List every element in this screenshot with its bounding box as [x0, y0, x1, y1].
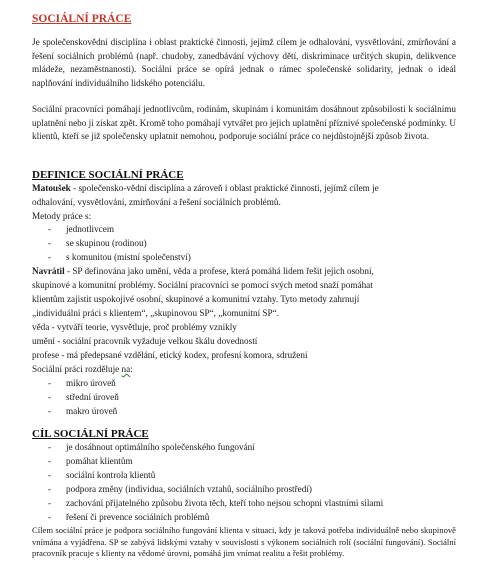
navratil-line: umění - sociální pracovník vyžaduje velkou škálu dovedností: [32, 336, 258, 346]
matousek-definition: [32, 182, 462, 195]
list-item: - se skupinou (rodinou): [48, 238, 147, 248]
navratil-line: klientům zajistit uspokojivé osobní, skupinové a komunitní vztahy. Tyto metody zahrnují: [32, 294, 360, 304]
matousek-text: - společensko-vědní disciplína a zároveň i oblast praktické činnosti, jejímž cílem je: [70, 183, 379, 193]
list-item: - řešení či prevence sociálních problémů: [48, 512, 210, 522]
navratil-line: profese - má předepsané vzdělání, etický kodex, profesní komora, sdružení: [32, 350, 308, 360]
list-item: - makro úroveň: [48, 406, 118, 416]
rozdeleni-label: Sociální práci rozděluje na:: [32, 364, 133, 374]
list-item: - jednotlivcem: [48, 224, 114, 234]
metody-label: Metody práce s:: [32, 211, 92, 221]
navratil-line: skupinové a komunitní problémy. Sociální pracovníci se pomocí svých metod snaží pomáhat: [32, 280, 373, 290]
list-item: - zachování přijatelného způsobu života těch, kteří toho nejsou schopni vlastními silami: [48, 498, 384, 508]
page-title: SOCIÁLNÍ PRÁCE: [32, 13, 132, 25]
spellcheck-word: na: [121, 364, 131, 374]
cil-closing-paragraph: Cílem sociální práce je podpora sociálního fungování klienta v situaci, kdy je taková potřeba individuálně nebo skupinově vnímána a vyjádřena. SP se zabývá lidskými vztahy v souvislosti s výkonem sociálních rolí (sociální fungování). Sociální pracovník pracuje s klienty na vědomé úrovni, pomáhá jim vnímat realitu a řešit problémy.: [32, 525, 456, 558]
list-item: - s komunitou (místní společenství): [48, 252, 191, 262]
list-item: - mikro úroveň: [48, 378, 116, 388]
definice-heading: DEFINICE SOCIÁLNÍ PRÁCE: [32, 169, 184, 181]
list-item: - pomáhat klientům: [48, 456, 133, 466]
list-item: - je dosáhnout optimálního společenského fungování: [48, 442, 255, 452]
navratil-line: věda - vytváří teorie, vysvětluje, proč problémy vznikly: [32, 322, 237, 332]
navratil-line: „individuální práci s klientem“, „skupinovou SP“, „komunitní SP“.: [32, 308, 280, 318]
navratil-definition: [32, 265, 462, 278]
navratil-name: Navrátil: [32, 266, 65, 276]
intro-paragraph-1: Je společenskovědní disciplína i oblast praktické činnosti, jejímž cílem je odhalování, vysvětlování, zmírňování a řešení sociálních problémů (např. chudoby, zanedbávání výchovy dětí, diskriminace určitých skupin, delikvence mládeže, nezaměstnanosti). Sociální práce se opírá jednak o rámec společenské solidarity, jednak o ideál naplňování individuálního lidského potenciálu.: [32, 37, 456, 88]
list-item: - střední úroveň: [48, 392, 119, 402]
list-item: - podpora změny (individua, sociálních vztahů, sociálního prostředí): [48, 484, 312, 494]
list-item: - sociální kontrola klientů: [48, 470, 156, 480]
matousek-definition-cont: odhalování, vysvětlování, zmírňování a řešení sociálních problémů.: [32, 197, 281, 207]
navratil-text: - SP definována jako umění, věda a profese, která pomáhá lidem řešit jejich osobní,: [64, 266, 374, 276]
intro-paragraph-2: Sociální pracovníci pomáhají jednotlivcům, rodinám, skupinám i komunitám dosáhnout způsobilosti k sociálnímu uplatnění nebo ji získat zpět. Kromě toho pomáhají vytvářet pro jejich uplatnění příznivé společenské podmínky. U klientů, kteří se již společensky uplatnit nemohou, podporuje sociální práce co nejdůstojnější způsob života.: [32, 104, 456, 141]
cil-heading: CÍL SOCIÁLNÍ PRÁCE: [32, 428, 149, 440]
matousek-name: Matoušek: [32, 183, 71, 193]
